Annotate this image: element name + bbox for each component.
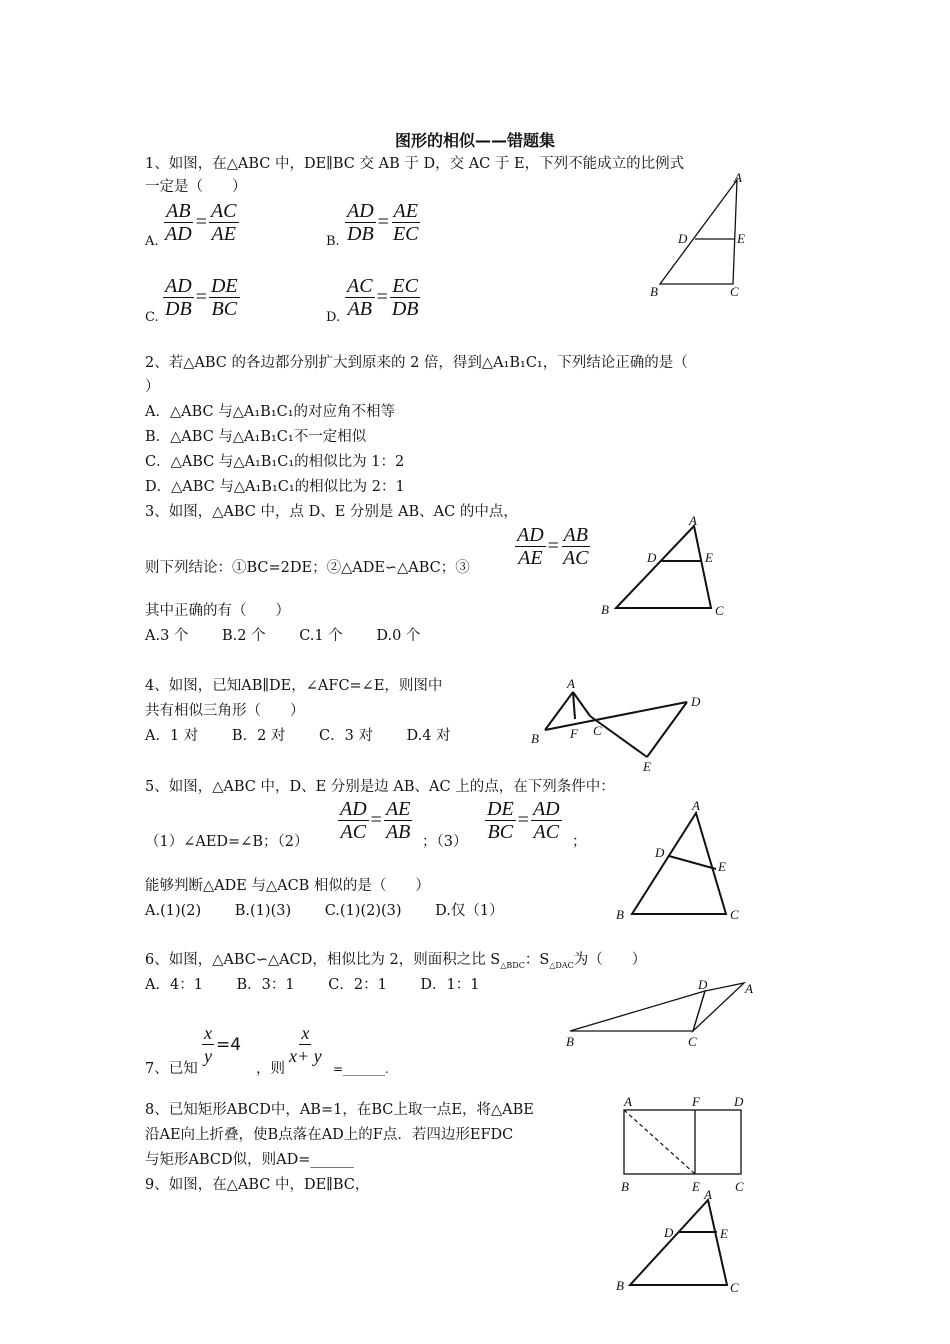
q3-triangle-figure [597, 512, 737, 622]
q8-text-line3: 与矩形ABCD似，则AD=______ [145, 1152, 354, 1168]
numerator: AB [166, 200, 191, 222]
vertex-label-c: C [593, 723, 602, 738]
numerator: AE [385, 798, 411, 820]
q3-text-line1: 3、如图，△ABC 中，点 D、E 分别是 AB、AC 的中点， [145, 504, 518, 520]
page-title: 图形的相似——错题集 [394, 131, 555, 150]
denominator: AB [347, 298, 372, 320]
numerator: DE [210, 275, 238, 297]
numerator: AC [210, 200, 237, 222]
vertex-label-d: D [678, 231, 688, 246]
q5-fraction-1: $\frac{AD}{AC}$ = $\frac{AE}{AB}$ [340, 798, 411, 843]
numerator: AD [165, 275, 192, 297]
q1-option-c-fraction: $\frac{AD}{DB}$ = $\frac{DE}{BC}$ [165, 275, 238, 320]
q8-text-line1: 8、已知矩形ABCD中，AB=1，在BC上取一点E，将△ABE [145, 1102, 534, 1118]
q1-option-b-fraction: $\frac{AD}{DB}$ = $\frac{AE}{EC}$ [347, 200, 419, 245]
q2-option-c: C．△ABC 与△A₁B₁C₁的相似比为 1：2 [145, 454, 405, 470]
segment-bd [545, 702, 687, 730]
q1-text-line1: 1、如图，在△ABC 中，DE∥BC 交 AB 于 D，交 AC 于 E，下列不能成立的比例式 [145, 156, 685, 172]
q4-options: A．1 对 B．2 对 C．3 对 D.4 对 [145, 728, 451, 744]
numerator: AB [563, 524, 588, 546]
q6-text-line1 [145, 950, 646, 976]
vertex-label-c: C [715, 603, 724, 618]
q1-option-a-fraction: $\frac{AB}{AD}$ = $\frac{AC}{AE}$ [165, 200, 237, 245]
fold-line-ae [624, 1110, 695, 1174]
denominator: EC [392, 223, 419, 245]
q3-text-line3: 其中正确的有（ ） [145, 603, 290, 619]
vertex-label-d: D [664, 1225, 674, 1240]
q1-triangle-figure [640, 170, 760, 300]
vertex-label-c: C [730, 907, 739, 922]
q5-triangle-figure [612, 795, 752, 925]
vertex-label-c: C [735, 1179, 744, 1194]
vertex-label-e: E [692, 1179, 700, 1194]
q2-text-line2: ） [145, 379, 160, 395]
vertex-label-d: D [698, 977, 708, 992]
segment-ac [573, 692, 590, 716]
vertex-label-e: E [705, 550, 713, 565]
q6-text-part1: 6、如图，△ABC∽△ACD，相似比为 2，则面积之比 S [145, 952, 501, 968]
q1-option-a-label: A. [145, 234, 159, 249]
q9-triangle-figure [610, 1186, 750, 1296]
numerator: AD [532, 798, 560, 820]
q4-figure [525, 672, 715, 777]
numerator: AD [517, 524, 544, 546]
q1-option-c-label: C. [145, 310, 159, 325]
vertex-label-d: D [647, 550, 657, 565]
q6-text-part3: 为（ ） [573, 952, 647, 968]
denominator: AE [518, 547, 543, 569]
q2-option-d: D．△ABC 与△A₁B₁C₁的相似比为 2：1 [145, 479, 405, 495]
q1-text-line2: 一定是（ ） [145, 179, 247, 195]
vertex-label-b: B [601, 602, 609, 617]
numerator: EC [392, 275, 418, 297]
q6-options: A．4：1 B．3：1 C．2：1 D．1：1 [145, 977, 480, 993]
denominator: BC [487, 821, 514, 843]
vertex-label-a: A [624, 1094, 632, 1109]
vertex-label-a: A [745, 981, 753, 996]
q5-text-line1: 5、如图，△ABC 中，D、E 分别是边 AB、AC 上的点，在下列条件中： [145, 779, 615, 795]
q2-option-b: B．△ABC 与△A₁B₁C₁不一定相似 [145, 429, 367, 445]
q9-text-line1: 9、如图，在△ABC 中，DE∥BC， [145, 1177, 370, 1193]
triangle-abc [616, 526, 711, 608]
rectangle-abcd [624, 1110, 741, 1174]
q3-options: A.3 个 B.2 个 C.1 个 D.0 个 [145, 628, 421, 644]
q7-mid: ，则 [256, 1061, 285, 1077]
denominator: AC [533, 821, 560, 843]
vertex-label-e: E [720, 1226, 728, 1241]
q5-condition-1: （1）∠AED=∠B；（2） [145, 834, 309, 850]
q1-option-b-label: B. [326, 234, 340, 249]
denominator: y [204, 1046, 212, 1066]
q6-subscript-bdc: △BDC [500, 960, 525, 970]
vertex-label-e: E [643, 759, 651, 774]
denominator: x+ y [289, 1046, 322, 1066]
vertex-label-f: F [692, 1094, 700, 1109]
q7-prefix: 7、已知 [145, 1061, 198, 1077]
triangle-abc [632, 813, 726, 914]
q8-text-line2: 沿AE向上折叠，使B点落在AD上的F点．若四边形EFDC [145, 1127, 514, 1143]
vertex-label-e: E [737, 231, 745, 246]
vertex-label-f: F [570, 726, 578, 741]
numerator: DE [487, 798, 514, 820]
denominator: DB [165, 298, 192, 320]
vertex-label-c: C [730, 284, 739, 299]
triangle-bdc [570, 991, 705, 1031]
vertex-label-a: A [734, 170, 742, 185]
vertex-label-b: B [531, 731, 539, 746]
vertex-label-d: D [655, 845, 665, 860]
denominator: DB [347, 223, 374, 245]
equation-rhs: =4 [216, 1034, 242, 1055]
q5-fraction-2: $\frac{DE}{BC}$ = $\frac{AD}{AC}$ [487, 798, 560, 843]
numerator: AE [393, 200, 418, 222]
q8-rectangle-figure [615, 1092, 755, 1194]
vertex-label-a: A [704, 1187, 712, 1202]
q1-option-d-label: D. [326, 310, 341, 325]
q2-option-a: A．△ABC 与△A₁B₁C₁的对应角不相等 [145, 404, 396, 420]
vertex-label-a: A [689, 513, 697, 528]
numerator: AD [347, 200, 374, 222]
triangle-abc [630, 1200, 727, 1285]
q7-fraction-target [287, 1022, 324, 1067]
vertex-label-c: C [730, 1280, 739, 1295]
vertex-label-a: A [692, 798, 700, 813]
denominator: AD [165, 223, 192, 245]
numerator: x [204, 1023, 212, 1043]
q5-condition-3-prefix: ；（3） [422, 834, 468, 850]
numerator: x [301, 1023, 310, 1043]
q6-text-part2: ：S [524, 952, 550, 968]
vertex-label-d: D [691, 694, 701, 709]
denominator: AC [340, 821, 367, 843]
q2-text-line1: 2、若△ABC 的各边都分别扩大到原来的 2 倍，得到△A₁B₁C₁，下列结论正确的是（ [145, 355, 688, 371]
q7-answer-blank: =_______. [333, 1062, 389, 1076]
q3-text-line2: 则下列结论：①BC=2DE；②△ADE∽△ABC；③ [145, 560, 470, 576]
vertex-label-c: C [688, 1034, 697, 1049]
q4-text-line2: 共有相似三角形（ ） [145, 703, 305, 719]
q6-subscript-dac: △DAC [549, 960, 574, 970]
q1-option-d-fraction: $\frac{AC}{AB}$ = $\frac{EC}{DB}$ [347, 275, 419, 320]
vertex-label-b: B [616, 907, 624, 922]
vertex-label-b: B [621, 1179, 629, 1194]
q5-text-line3: 能够判断△ADE 与△ACB 相似的是（ ） [145, 878, 430, 894]
numerator: AC [347, 275, 373, 297]
vertex-label-d: D [734, 1094, 744, 1109]
vertex-label-b: B [566, 1034, 574, 1049]
q5-condition-end: ； [572, 834, 587, 850]
denominator: AB [385, 821, 411, 843]
triangle-abc [660, 180, 737, 284]
denominator: AC [562, 547, 589, 569]
vertex-label-b: B [616, 1278, 624, 1293]
q4-text-line1: 4、如图，已知AB∥DE，∠AFC=∠E，则图中 [145, 678, 443, 694]
segment-ed [647, 702, 687, 757]
q7-fraction-given [202, 1022, 243, 1067]
denominator: DB [391, 298, 419, 320]
denominator: AE [211, 223, 236, 245]
q5-options: A.(1)(2) B.(1)(3) C.(1)(2)(3) D.仅（1） [145, 903, 504, 919]
numerator: AD [340, 798, 367, 820]
vertex-label-e: E [718, 859, 726, 874]
denominator: BC [211, 298, 238, 320]
vertex-label-b: B [650, 284, 658, 299]
q6-figure [560, 975, 760, 1055]
q3-fraction: $\frac{AD}{AE}$ = $\frac{AB}{AC}$ [517, 524, 589, 569]
vertex-label-a: A [567, 676, 575, 691]
